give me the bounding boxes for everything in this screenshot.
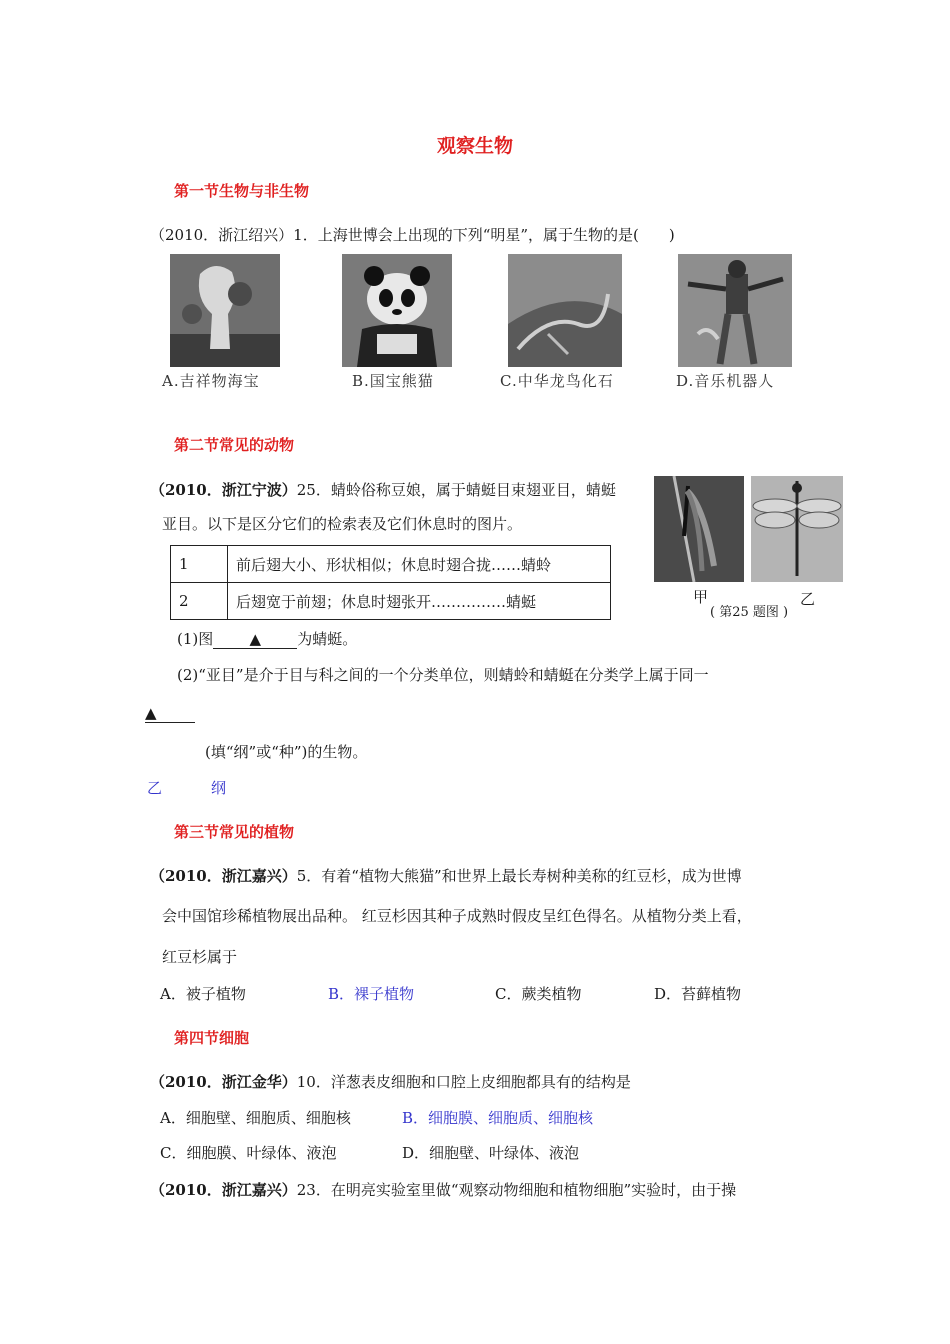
figure-caption: ( 第25 题图 ) [710, 605, 789, 620]
answer-blank-2 [145, 704, 195, 723]
question-5-source: （2010．浙江嘉兴） [150, 867, 297, 885]
music-robot-image [678, 254, 792, 367]
sub1-prefix: (1)图 [177, 630, 214, 648]
option-c: C．蕨类植物 [495, 985, 582, 1003]
damselfly-image [654, 476, 744, 582]
page-title: 观察生物 [436, 135, 513, 157]
figure-label-yi: 乙 [800, 590, 816, 608]
key-text: 后翅宽于前翅；休息时翅张开……………蜻蜓 [228, 583, 611, 620]
identification-key-table [170, 545, 611, 620]
triangle-marker-icon: ▲ [145, 704, 157, 722]
dragonfly-image [751, 476, 843, 582]
question-5-line2: 会中国馆珍稀植物展出品种。 红豆杉因其种子成熟时假皮呈红色得名。从植物分类上看， [162, 907, 752, 925]
answer-1: 乙 [147, 779, 163, 797]
figure-label-jia: 甲 [693, 588, 709, 606]
question-10-line1 [150, 1071, 631, 1092]
caption-d: D.音乐机器人 [676, 372, 775, 390]
answer-blank-1 [213, 630, 297, 649]
answer-2: 纲 [211, 779, 227, 797]
option-c: C．细胞膜、叶绿体、液泡 [160, 1144, 337, 1162]
section-heading-3: 第三节常见的植物 [174, 823, 295, 841]
option-b: B．裸子植物 [328, 985, 415, 1003]
triangle-marker-icon: ▲ [249, 630, 262, 648]
question-5-line1 [150, 865, 742, 886]
question-23-source: （2010．浙江嘉兴） [150, 1181, 297, 1199]
question-23-text: 23．在明亮实验室里做“观察动物细胞和植物细胞”实验时，由于操 [296, 1181, 737, 1199]
caption-b: B.国宝熊猫 [352, 372, 434, 390]
question-23-line1 [150, 1179, 736, 1200]
section-heading-2: 第二节常见的动物 [174, 436, 295, 454]
question-25-line1 [150, 479, 616, 500]
question-25-line2: 亚目。以下是区分它们的检索表及它们休息时的图片。 [162, 515, 523, 533]
key-text: 前后翅大小、形状相似；休息时翅合拢……蜻蛉 [228, 546, 611, 583]
table-row [171, 546, 611, 583]
question-25-text: 25．蜻蛉俗称豆娘，属于蜻蜓目束翅亚目，蜻蜓 [296, 481, 616, 499]
section-heading-1: 第一节生物与非生物 [174, 182, 310, 200]
panda-image [342, 254, 452, 367]
option-a: A．细胞壁、细胞质、细胞核 [160, 1109, 351, 1127]
caption-c: C.中华龙鸟化石 [500, 372, 614, 390]
question-5-text: 5．有着“植物大熊猫”和世界上最长寿树种美称的红豆杉，成为世博 [296, 867, 742, 885]
question-25-sub1 [177, 628, 357, 649]
question-25-sub2-cont: (填“纲”或“种”)的生物。 [205, 743, 368, 761]
caption-a: A.吉祥物海宝 [162, 372, 260, 390]
option-a: A．被子植物 [160, 985, 246, 1003]
section-heading-4: 第四节细胞 [174, 1029, 250, 1047]
question-10-text: 10．洋葱表皮细胞和口腔上皮细胞都具有的结构是 [296, 1073, 631, 1091]
key-number: 2 [171, 583, 228, 620]
option-b: B．细胞膜、细胞质、细胞核 [402, 1109, 594, 1127]
dragon-bird-fossil-image [508, 254, 622, 367]
question-25-source: （2010．浙江宁波） [150, 481, 297, 499]
key-number: 1 [171, 546, 228, 583]
question-1-text: （2010．浙江绍兴）1．上海世博会上出现的下列“明星”，属于生物的是( ) [150, 226, 675, 244]
option-d: D．苔藓植物 [654, 985, 742, 1003]
table-row [171, 583, 611, 620]
question-10-source: （2010．浙江金华） [150, 1073, 297, 1091]
question-25-sub2: (2)“亚目”是介于目与科之间的一个分类单位，则蜻蛉和蜻蜓在分类学上属于同一 [177, 666, 709, 684]
haibao-mascot-image [170, 254, 280, 367]
sub1-suffix: 为蜻蜓。 [297, 630, 358, 648]
option-d: D．细胞壁、叶绿体、液泡 [402, 1144, 580, 1162]
question-5-line3: 红豆杉属于 [162, 948, 238, 966]
